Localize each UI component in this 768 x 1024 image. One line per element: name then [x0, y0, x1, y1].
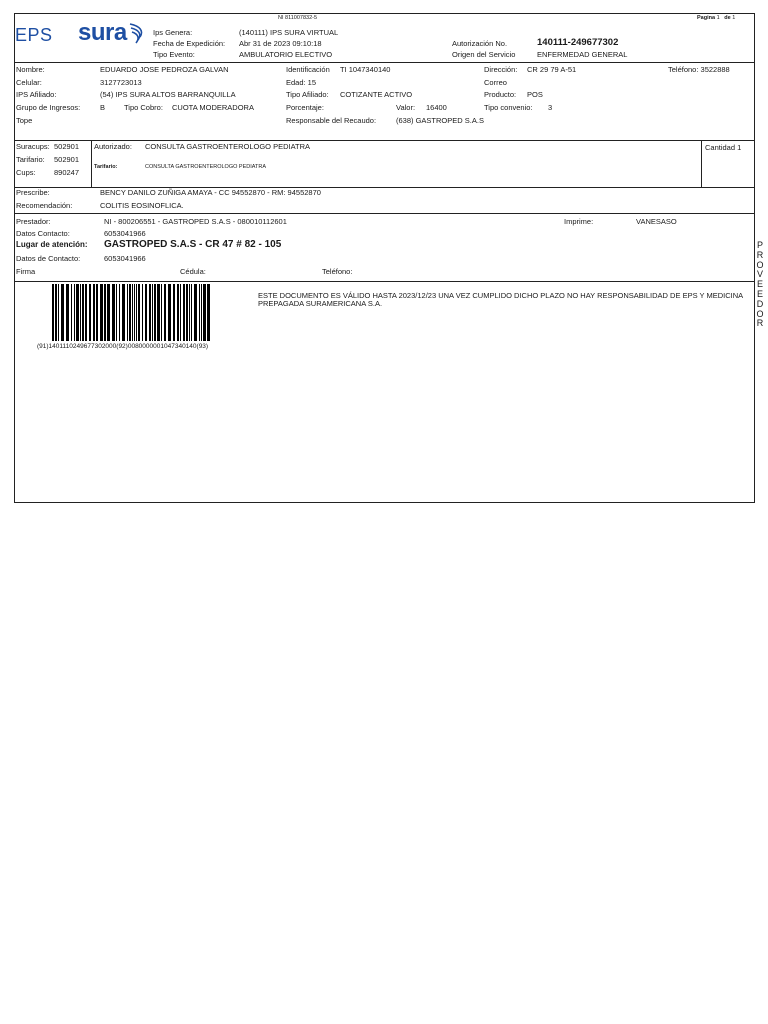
- separator: [14, 62, 755, 63]
- autorizado-label: Autorizado:: [94, 142, 132, 151]
- lugar-atencion-label: Lugar de atención:: [16, 240, 88, 249]
- barcode-bar: [154, 284, 156, 341]
- side-label-letter: D: [756, 298, 764, 309]
- barcode-bar: [119, 284, 120, 341]
- prestador-value: NI - 800206551 - GASTROPED S.A.S - 080010112601: [104, 217, 287, 226]
- barcode-bar: [80, 284, 81, 341]
- barcode-bar: [177, 284, 179, 341]
- barcode-bar: [129, 284, 131, 341]
- barcode-bar: [82, 284, 84, 341]
- recomendacion-value: COLITIS EOSINOFLICA.: [100, 201, 184, 210]
- barcode-bar: [85, 284, 87, 341]
- porcentaje-label: Porcentaje:: [286, 103, 324, 112]
- eps-logo-text: EPS: [15, 25, 53, 45]
- separator: [91, 140, 92, 187]
- prescribe-label: Prescribe:: [16, 188, 50, 197]
- autorizacion-label: Autorización No.: [452, 39, 508, 48]
- proveedor-side-label: [756, 241, 764, 329]
- barcode-bar: [194, 284, 197, 341]
- barcode-bar: [122, 284, 125, 341]
- telefono-label: Teléfono:: [322, 267, 353, 276]
- fecha-expedicion-label: Fecha de Expedición:: [153, 39, 226, 48]
- lugar-atencion-value: GASTROPED S.A.S - CR 47 # 82 - 105: [104, 239, 282, 250]
- tipo-evento-value: AMBULATORIO ELECTIVO: [239, 50, 333, 59]
- celular-label: Celular:: [16, 78, 42, 87]
- side-label-letter: R: [756, 318, 764, 329]
- barcode-bar: [199, 284, 200, 341]
- barcode-bar: [116, 284, 117, 341]
- origen-servicio-label: Origen del Servicio: [452, 50, 516, 59]
- barcode-bar: [76, 284, 79, 341]
- barcode-bar: [127, 284, 128, 341]
- barcode-image: [52, 284, 210, 341]
- barcode-bar: [104, 284, 106, 341]
- nombre-value: EDUARDO JOSE PEDROZA GALVAN: [100, 65, 229, 74]
- cups-value: 890247: [54, 168, 80, 177]
- correo-label: Correo: [484, 78, 507, 87]
- responsable-recaudo-label: Responsable del Recaudo:: [286, 116, 377, 125]
- tipo-convenio-value: 3: [548, 103, 553, 112]
- prestador-label: Prestador:: [16, 217, 51, 226]
- barcode-bar: [74, 284, 75, 341]
- side-label-letter: E: [756, 279, 763, 290]
- valor-value: 16400: [426, 103, 447, 112]
- barcode-bar: [201, 284, 202, 341]
- tarifario-detail-value: CONSULTA GASTROENTEROLOGO PEDIATRA: [145, 164, 267, 170]
- barcode-bar: [66, 284, 69, 341]
- separator: [14, 213, 755, 214]
- barcode-bar: [149, 284, 151, 341]
- grupo-ingresos-label: Grupo de Ingresos:: [16, 103, 81, 112]
- page-indicator: [697, 15, 735, 21]
- barcode-bar: [180, 284, 181, 341]
- barcode-bar: [89, 284, 91, 341]
- pagina-label: Pagina: [697, 15, 716, 21]
- barcode-bar: [145, 284, 147, 341]
- nombre-label: Nombre:: [16, 65, 45, 74]
- cantidad: Cantidad 1: [705, 143, 742, 152]
- tipo-convenio-label: Tipo convenio:: [484, 103, 533, 112]
- origen-servicio-value: ENFERMEDAD GENERAL: [537, 50, 628, 59]
- barcode-bar: [107, 284, 110, 341]
- tarifario-detail-label: Tarifario:: [94, 164, 118, 170]
- barcode-bar: [52, 284, 54, 341]
- barcode-bar: [58, 284, 59, 341]
- ips-afiliado-value: (54) IPS SURA ALTOS BARRANQUILLA: [100, 90, 236, 99]
- imprime-value: VANESASO: [636, 217, 677, 226]
- side-label-letter: R: [756, 249, 764, 260]
- sura-logo-text: sura: [78, 19, 127, 46]
- barcode-bar: [134, 284, 135, 341]
- barcode-bar: [61, 284, 64, 341]
- celular-value: 3127723013: [100, 78, 142, 87]
- nit-top: NI 811007832-5: [278, 15, 318, 21]
- sura-swoosh-icon: [128, 21, 148, 47]
- barcode-bar: [207, 284, 210, 341]
- datos-de-contacto-value: 6053041966: [104, 254, 146, 263]
- de-label: de: [724, 15, 731, 21]
- pagina-number: 1: [716, 15, 720, 21]
- fecha-expedicion-value: Abr 31 de 2023 09:10:18: [239, 39, 322, 48]
- datos-contacto-label: Datos Contacto:: [16, 229, 70, 238]
- side-label-letter: E: [756, 288, 763, 299]
- prescribe-value: BENCY DANILO ZUÑIGA AMAYA - CC 94552870 - RM: 94552870: [100, 188, 321, 197]
- responsable-recaudo-value: (638) GASTROPED S.A.S: [396, 116, 484, 125]
- de-number: 1: [732, 15, 736, 21]
- grupo-ingresos-value: B: [100, 103, 106, 112]
- barcode-bar: [189, 284, 190, 341]
- tope-label: Tope: [16, 116, 33, 125]
- sura-logo: [78, 19, 127, 47]
- telefono-paciente: Teléfono: 3522888: [668, 65, 730, 74]
- validity-notice-line2: PREPAGADA SURAMERICANA S.A.: [258, 299, 383, 308]
- tipo-cobro-label: Tipo Cobro:: [124, 103, 163, 112]
- barcode-bar: [55, 284, 57, 341]
- barcode-bar: [183, 284, 185, 341]
- identificacion-value: TI 1047340140: [340, 65, 391, 74]
- cups-label: Cups:: [16, 168, 36, 177]
- validity-notice-line1: ESTE DOCUMENTO ES VÁLIDO HASTA 2023/12/23 UNA VEZ CUMPLIDO DICHO PLAZO NO HAY RESPONSABILIDAD DE EPS Y MEDICINA: [258, 291, 744, 300]
- barcode-bar: [157, 284, 160, 341]
- barcode-bar: [203, 284, 206, 341]
- ips-genera-value: (140111) IPS SURA VIRTUAL: [239, 28, 339, 37]
- separator: [14, 281, 755, 282]
- barcode-bar: [138, 284, 140, 341]
- tipo-cobro-value: CUOTA MODERADORA: [172, 103, 254, 112]
- identificacion-label: Identificación: [286, 65, 330, 74]
- edad: Edad: 15: [286, 78, 317, 87]
- datos-de-contacto-label: Datos de Contacto:: [16, 254, 81, 263]
- barcode-text: (91)1401110249677302000(92)0080000001047340140(93): [37, 343, 209, 350]
- barcode-bar: [186, 284, 188, 341]
- barcode-bar: [173, 284, 175, 341]
- autorizado-value: CONSULTA GASTROENTEROLOGO PEDIATRA: [145, 142, 311, 151]
- barcode-bar: [132, 284, 133, 341]
- side-label-letter: O: [756, 259, 764, 270]
- imprime-label: Imprime:: [564, 217, 594, 226]
- side-label-letter: O: [756, 308, 764, 319]
- barcode-bar: [142, 284, 143, 341]
- suracups-value: 502901: [54, 142, 80, 151]
- barcode-bar: [136, 284, 137, 341]
- barcode-bar: [100, 284, 103, 341]
- autorizacion-number: 140111-249677302: [537, 37, 619, 48]
- recomendacion-label: Recomendación:: [16, 201, 73, 210]
- tipo-afiliado-value: COTIZANTE ACTIVO: [340, 90, 413, 99]
- tarifario-label: Tarifario:: [16, 155, 45, 164]
- producto-label: Producto:: [484, 90, 517, 99]
- barcode-bar: [191, 284, 192, 341]
- direccion-value: CR 29 79 A-51: [527, 65, 577, 74]
- barcode-bar: [93, 284, 95, 341]
- ips-genera-label: Ips Genera:: [153, 28, 193, 37]
- separator: [701, 140, 702, 187]
- valor-label: Valor:: [396, 103, 416, 112]
- ips-afiliado-label: IPS Afiliado:: [16, 90, 57, 99]
- barcode-bar: [71, 284, 72, 341]
- barcode-bar: [161, 284, 162, 341]
- firma-label: Firma: [16, 267, 36, 276]
- separator: [14, 140, 755, 141]
- side-label-letter: V: [756, 269, 763, 280]
- barcode-bar: [164, 284, 166, 341]
- side-label-letter: P: [756, 240, 763, 250]
- suracups-label: Suracups:: [16, 142, 50, 151]
- datos-contacto-value: 6053041966: [104, 229, 146, 238]
- barcode-bar: [152, 284, 153, 341]
- cedula-label: Cédula:: [180, 267, 206, 276]
- tarifario-value: 502901: [54, 155, 80, 164]
- barcode-bar: [96, 284, 98, 341]
- direccion-label: Dirección:: [484, 65, 518, 74]
- producto-value: POS: [527, 90, 543, 99]
- tipo-afiliado-label: Tipo Afiliado:: [286, 90, 329, 99]
- barcode-bar: [168, 284, 171, 341]
- tipo-evento-label: Tipo Evento:: [153, 50, 195, 59]
- barcode-bar: [112, 284, 115, 341]
